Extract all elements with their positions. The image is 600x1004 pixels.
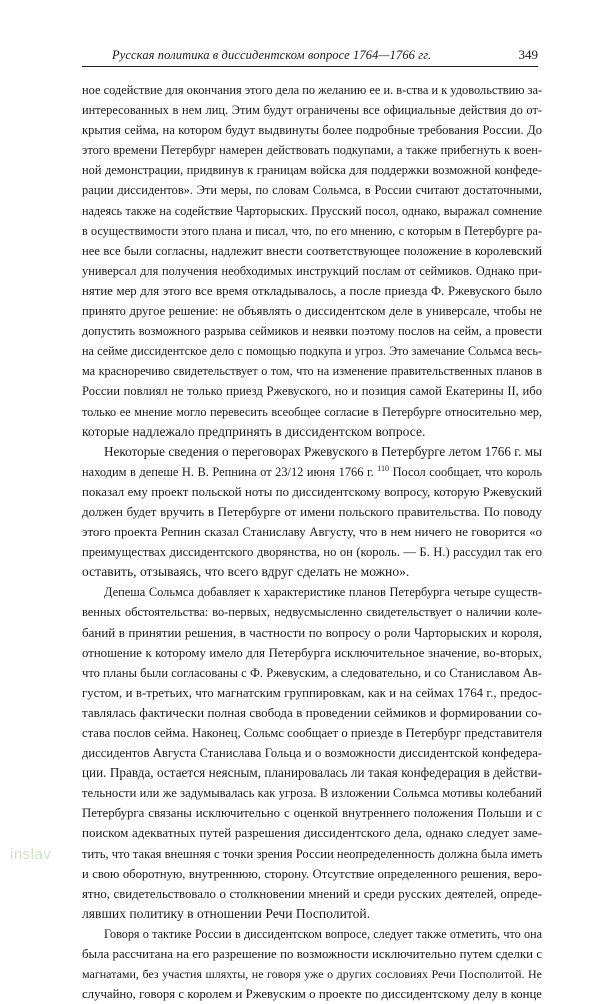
text-line: которые надлежало предпринять в диссидентском вопросе. xyxy=(82,423,426,439)
text-line: допустить возможного разрыва сеймиков и неявки поэтому послов на сейм, а провести xyxy=(82,324,542,339)
text-line: оставить, отзываясь, что всего вдруг сделать не можно». xyxy=(82,564,410,580)
body-text xyxy=(82,80,542,1004)
text-line: рации диссидентов». Эти меры, по словам Сольмса, в России считают достаточными, xyxy=(82,183,542,198)
text-line: Петербурга связаны исключительно с оценкой внутреннего положения Польши и с xyxy=(82,806,542,821)
text-line: в осуществимости этого плана и писал, что, по его мнению, с которым в Петербурге ра- xyxy=(82,223,542,238)
text-line: была рассчитана на его разрешение по возможности исключительно путем сделки с xyxy=(82,947,542,962)
text-line: универсал для получения необходимых инструкций послам от сеймиков. Однако при- xyxy=(82,263,542,278)
text-line: что планы были согласованы с Ф. Ржевуским, а следовательно, и со Станиславом Ав- xyxy=(82,665,542,680)
text-line: этого времени Петербург намерен действовать подкупами, а также прибегнуть к воен- xyxy=(82,143,542,158)
text-line: густом, и в-третьих, что магнатским группировкам, как и на сеймах 1764 г., предос- xyxy=(82,685,542,700)
footnote-marker: 110 xyxy=(377,463,390,473)
text-line: тавлялась фактически полная свобода в проведении сеймиков и формировании со- xyxy=(82,704,542,720)
text-line: ма красноречиво свидетельствует о том, что на изменение правительственных планов в xyxy=(82,364,542,379)
text-line: нятие мер для этого все время откладывалось, а после приезда Ф. Ржевуского было xyxy=(82,283,542,298)
text-line: диссидентов Августа Станислава Гольца и о возможности диссидентской конфедера- xyxy=(82,746,542,761)
text-line: этого проекта Репнин сказал Станиславу Августу, что в нем ничего не говорится «о xyxy=(82,525,542,540)
text-line: только ее мнение могло перевесить всеобщее согласие в Петербурге относительно мер, xyxy=(82,404,542,419)
text-line: ное содействие для окончания этого дела по желанию ее и. в-ства и к удовольствию за- xyxy=(82,83,543,97)
text-line: России повлиял не только приезд Ржевуского, но и позиция самой Екатерины II, ибо xyxy=(82,384,542,399)
text-line: става послов сейма. Наконец, Сольмс сообщает о приезде в Петербург представителя xyxy=(82,726,542,740)
paragraph-3 xyxy=(82,582,542,924)
text-line: показал ему проект польской ноты по диссидентскому вопросу, которую Ржевуский xyxy=(82,484,542,499)
text-line: и свою оборотную, внутреннюю, сторону. Отсутствие определенного решения, веро- xyxy=(82,866,542,881)
text-line: магнатами, без участия шляхты, не говоря уже о других сословиях Речи Посполитой. Не xyxy=(82,967,542,982)
text-line: ции. Правда, остается неясным, планировалась ли такая конфедерация в действи- xyxy=(82,765,542,781)
text-line-part: Посол сообщает, что король xyxy=(392,464,542,479)
paragraph-1 xyxy=(82,80,542,442)
text-line: баний в принятии решения, в частности по вопросу о роли Чарторыских и короля, xyxy=(82,624,542,640)
text-line: лявших политику в отношении Речи Посполитой. xyxy=(82,905,371,921)
text-line: на сейме диссидентское дело с помощью подкупа и угроз. Это замечание Сольмса весь- xyxy=(82,344,542,359)
text-line: нее все были согласны, надлежит внести соответствующее положение в королевский xyxy=(82,243,542,258)
text-line: отношение к которому имело для Петербурга исключительное значение, во-вторых, xyxy=(82,645,542,660)
text-line: принято другое решение: не объявлять о диссидентском деле в универсале, чтобы не xyxy=(82,304,542,319)
running-title: Русская политика в диссидентском вопросе 1764—1766 гг. xyxy=(112,48,432,62)
text-line: Говоря о тактике России в диссидентском вопросе, следует также отметить, что она xyxy=(104,926,542,941)
text-line: надеясь также на содействие Чарторыских. Прусский посол, однако, выражал сомнение xyxy=(82,203,542,218)
text-line: Депеша Сольмса добавляет к характеристике планов Петербурга четыре существ- xyxy=(104,585,542,600)
text-line-part: находим в депеше Н. В. Репнина от 23/12 июня 1766 г. xyxy=(82,464,374,479)
text-line: Некоторые сведения о переговорах Ржевуского в Петербурге летом 1766 г. мы xyxy=(104,443,542,459)
text-line: тить, что такая внешняя с точки зрения России неопределенность должна была иметь xyxy=(82,846,543,861)
text-line: ной демонстрации, придвинув к границам войска для поддержки возможной конфеде- xyxy=(82,163,542,178)
text-line: тельности или же задумывалась как угроза. В изложении Сольмса мотивы колебаний xyxy=(82,786,542,801)
text-line: преимуществах диссидентского дворянства, но он (король. — Б. Н.) рассудил так его xyxy=(82,545,542,560)
paragraph-2 xyxy=(82,442,542,583)
text-line: крытия сейма, на котором будут выдвинуты более подробные требования России. До xyxy=(82,123,542,138)
text-line: поиском адекватных путей разрешения диссидентского дела, однако следует заме- xyxy=(82,825,542,841)
watermark-text: inslav xyxy=(10,846,52,863)
text-line: должен будет вручить в Петербурге от имени польского правительства. По поводу xyxy=(82,503,542,519)
text-line: интересованных в нем лиц. Этим будут ограничены все официальные действия до от- xyxy=(82,103,542,118)
text-line: венных обстоятельства: во-первых, недвусмысленно свидетельствует о наличии коле- xyxy=(82,605,542,620)
paragraph-4 xyxy=(82,924,542,1004)
running-header xyxy=(82,44,538,67)
text-line: ятно, свидетельствовало о столкновении мнений и среди русских деятелей, опреде- xyxy=(82,886,542,901)
page-number: 349 xyxy=(518,47,538,62)
text-line: случайно, говоря с королем и Ржевуским о проекте по диссидентскому делу в конце xyxy=(82,987,542,1002)
text-line-with-footnote xyxy=(82,462,542,482)
